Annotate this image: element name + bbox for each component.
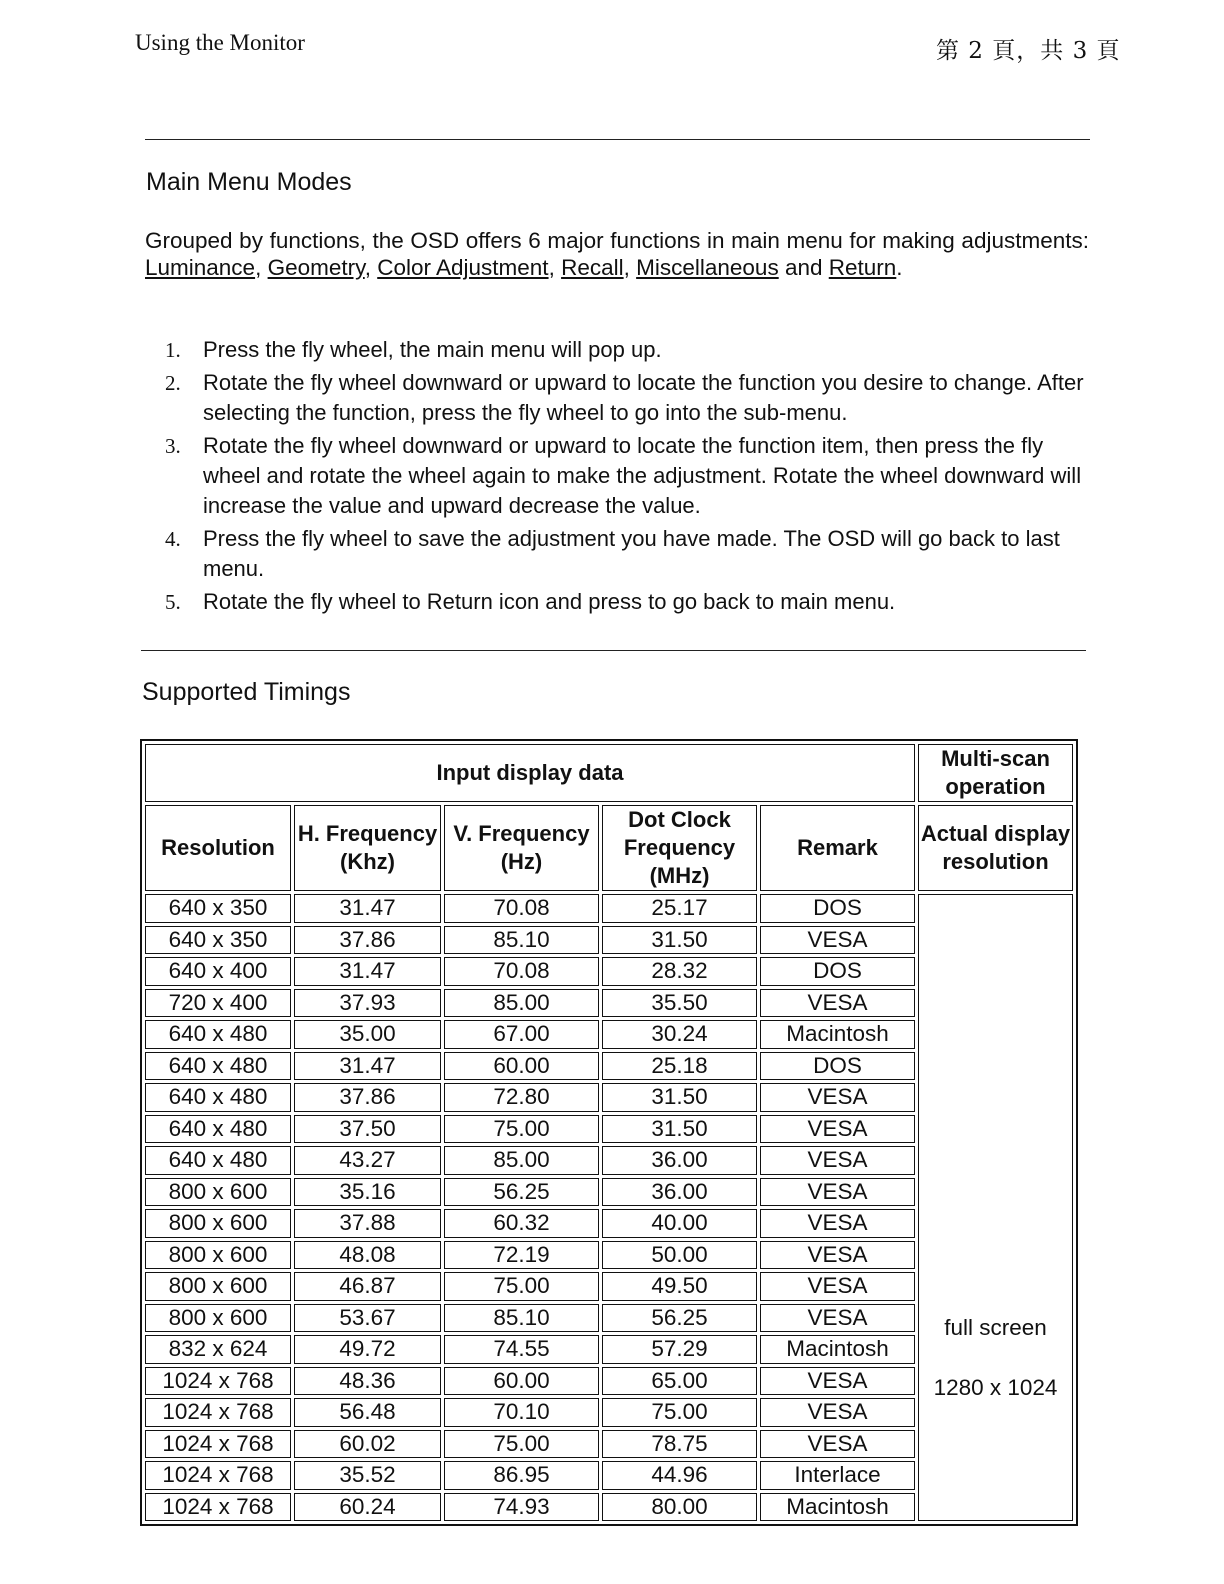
h-frequency-cell: 31.47 (294, 1052, 441, 1081)
resolution-cell: 640 x 400 (145, 957, 291, 986)
section-title-supported-timings: Supported Timings (142, 678, 351, 706)
remark-cell: VESA (760, 1083, 915, 1112)
dot-clock-cell: 80.00 (602, 1493, 757, 1522)
dot-clock-cell: 31.50 (602, 926, 757, 955)
remark-cell: VESA (760, 1209, 915, 1238)
remark-cell: DOS (760, 894, 915, 923)
divider (145, 139, 1090, 140)
step-text: Press the fly wheel to save the adjustment you have made. The OSD will go back to last menu. (203, 526, 1060, 581)
column-header-h-frequency: H. Frequency (Khz) (294, 805, 441, 891)
column-header-actual-resolution: Actual display resolution (918, 805, 1073, 891)
link-luminance[interactable]: Luminance (145, 255, 256, 280)
column-header-dot-clock: Dot Clock Frequency (MHz) (602, 805, 757, 891)
page-number: 第 2 頁，共 3 頁 (936, 38, 1121, 64)
remark-cell: VESA (760, 1241, 915, 1270)
dot-clock-cell: 25.18 (602, 1052, 757, 1081)
v-frequency-cell: 86.95 (444, 1461, 599, 1490)
column-header-resolution: Resolution (145, 805, 291, 891)
dot-clock-cell: 78.75 (602, 1430, 757, 1459)
remark-cell: VESA (760, 1304, 915, 1333)
h-frequency-cell: 37.50 (294, 1115, 441, 1144)
list-item (165, 335, 1095, 365)
remark-cell: VESA (760, 1272, 915, 1301)
list-item (165, 587, 1095, 617)
resolution-cell: 1024 x 768 (145, 1493, 291, 1522)
h-frequency-cell: 49.72 (294, 1335, 441, 1364)
actual-display-resolution-cell (918, 894, 1073, 1521)
resolution-cell: 1024 x 768 (145, 1367, 291, 1396)
display-mode-value: full screen (944, 1314, 1047, 1340)
step-text: Rotate the fly wheel downward or upward to locate the function item, then press the fly wheel and rotate the wheel again to make the adjustment. Rotate the wheel downward will increase the value and upward decrease the value. (203, 433, 1082, 518)
resolution-cell: 640 x 350 (145, 926, 291, 955)
remark-cell: VESA (760, 926, 915, 955)
v-frequency-cell: 60.00 (444, 1367, 599, 1396)
v-frequency-cell: 72.19 (444, 1241, 599, 1270)
input-display-data-header: Input display data (145, 744, 915, 802)
step-number: 5. (165, 590, 181, 614)
link-recall[interactable]: Recall (561, 255, 624, 280)
h-frequency-cell: 35.16 (294, 1178, 441, 1207)
v-frequency-cell: 85.10 (444, 1304, 599, 1333)
remark-cell: DOS (760, 957, 915, 986)
intro-paragraph: Grouped by functions, the OSD offers 6 major functions in main menu for making adjustments: Luminance, Geometry, Color Adjustment, Recall, Miscellaneous and Return. (145, 228, 1089, 280)
h-frequency-cell: 48.08 (294, 1241, 441, 1270)
h-frequency-cell: 37.88 (294, 1209, 441, 1238)
section-title-main-menu: Main Menu Modes (146, 168, 352, 196)
remark-cell: VESA (760, 1430, 915, 1459)
step-number: 4. (165, 527, 181, 551)
resolution-cell: 800 x 600 (145, 1178, 291, 1207)
remark-cell: DOS (760, 1052, 915, 1081)
display-resolution-value: 1280 x 1024 (933, 1374, 1058, 1400)
v-frequency-cell: 75.00 (444, 1272, 599, 1301)
step-number: 3. (165, 434, 181, 458)
v-frequency-cell: 67.00 (444, 1020, 599, 1049)
h-frequency-cell: 35.00 (294, 1020, 441, 1049)
resolution-cell: 720 x 400 (145, 989, 291, 1018)
resolution-cell: 800 x 600 (145, 1304, 291, 1333)
dot-clock-cell: 31.50 (602, 1083, 757, 1112)
h-frequency-cell: 37.93 (294, 989, 441, 1018)
dot-clock-cell: 56.25 (602, 1304, 757, 1333)
dot-clock-cell: 75.00 (602, 1398, 757, 1427)
resolution-cell: 640 x 480 (145, 1020, 291, 1049)
resolution-cell: 800 x 600 (145, 1209, 291, 1238)
h-frequency-cell: 31.47 (294, 957, 441, 986)
remark-cell: VESA (760, 1115, 915, 1144)
h-frequency-cell: 53.67 (294, 1304, 441, 1333)
intro-text: Grouped by functions, the OSD offers 6 major functions in main menu for making adjustments: (145, 228, 1089, 253)
list-item (165, 368, 1095, 428)
dot-clock-cell: 28.32 (602, 957, 757, 986)
dot-clock-cell: 40.00 (602, 1209, 757, 1238)
multi-scan-header: Multi-scan operation (918, 744, 1073, 802)
resolution-cell: 640 x 480 (145, 1052, 291, 1081)
table-row (145, 894, 1073, 923)
link-return[interactable]: Return (828, 255, 897, 280)
v-frequency-cell: 56.25 (444, 1178, 599, 1207)
v-frequency-cell: 60.00 (444, 1052, 599, 1081)
v-frequency-cell: 85.00 (444, 989, 599, 1018)
running-header-title: Using the Monitor (135, 30, 305, 55)
resolution-cell: 800 x 600 (145, 1241, 291, 1270)
v-frequency-cell: 74.55 (444, 1335, 599, 1364)
steps-list (165, 335, 1095, 620)
remark-cell: VESA (760, 1367, 915, 1396)
remark-cell: VESA (760, 1146, 915, 1175)
h-frequency-cell: 37.86 (294, 1083, 441, 1112)
v-frequency-cell: 75.00 (444, 1430, 599, 1459)
resolution-cell: 1024 x 768 (145, 1430, 291, 1459)
remark-cell: VESA (760, 989, 915, 1018)
dot-clock-cell: 57.29 (602, 1335, 757, 1364)
resolution-cell: 800 x 600 (145, 1272, 291, 1301)
step-text: Rotate the fly wheel downward or upward to locate the function you desire to change. After selecting the function, press the fly wheel to go into the sub-menu. (203, 370, 1084, 425)
h-frequency-cell: 43.27 (294, 1146, 441, 1175)
list-item (165, 524, 1095, 584)
step-text: Press the fly wheel, the main menu will pop up. (203, 337, 662, 362)
dot-clock-cell: 36.00 (602, 1178, 757, 1207)
resolution-cell: 1024 x 768 (145, 1461, 291, 1490)
v-frequency-cell: 70.10 (444, 1398, 599, 1427)
remark-cell: VESA (760, 1398, 915, 1427)
remark-cell: Macintosh (760, 1020, 915, 1049)
step-number: 1. (165, 338, 181, 362)
dot-clock-cell: 50.00 (602, 1241, 757, 1270)
link-color-adjustment[interactable]: Color Adjustment (377, 255, 549, 280)
v-frequency-cell: 74.93 (444, 1493, 599, 1522)
resolution-cell: 640 x 480 (145, 1083, 291, 1112)
v-frequency-cell: 85.00 (444, 1146, 599, 1175)
remark-cell: Macintosh (760, 1493, 915, 1522)
resolution-cell: 1024 x 768 (145, 1398, 291, 1427)
h-frequency-cell: 60.24 (294, 1493, 441, 1522)
dot-clock-cell: 35.50 (602, 989, 757, 1018)
dot-clock-cell: 65.00 (602, 1367, 757, 1396)
timings-table-body (145, 894, 1073, 1521)
remark-cell: VESA (760, 1178, 915, 1207)
remark-cell: Macintosh (760, 1335, 915, 1364)
h-frequency-cell: 46.87 (294, 1272, 441, 1301)
dot-clock-cell: 44.96 (602, 1461, 757, 1490)
column-header-v-frequency: V. Frequency (Hz) (444, 805, 599, 891)
supported-timings-table (140, 739, 1078, 1526)
resolution-cell: 640 x 480 (145, 1146, 291, 1175)
h-frequency-cell: 37.86 (294, 926, 441, 955)
resolution-cell: 640 x 480 (145, 1115, 291, 1144)
step-number: 2. (165, 371, 181, 395)
h-frequency-cell: 60.02 (294, 1430, 441, 1459)
h-frequency-cell: 48.36 (294, 1367, 441, 1396)
h-frequency-cell: 35.52 (294, 1461, 441, 1490)
dot-clock-cell: 25.17 (602, 894, 757, 923)
divider (141, 650, 1086, 651)
list-item (165, 431, 1095, 521)
dot-clock-cell: 30.24 (602, 1020, 757, 1049)
column-header-remark: Remark (760, 805, 915, 891)
link-miscellaneous[interactable]: Miscellaneous (636, 255, 779, 280)
v-frequency-cell: 60.32 (444, 1209, 599, 1238)
dot-clock-cell: 36.00 (602, 1146, 757, 1175)
v-frequency-cell: 70.08 (444, 957, 599, 986)
h-frequency-cell: 31.47 (294, 894, 441, 923)
dot-clock-cell: 31.50 (602, 1115, 757, 1144)
resolution-cell: 832 x 624 (145, 1335, 291, 1364)
v-frequency-cell: 75.00 (444, 1115, 599, 1144)
dot-clock-cell: 49.50 (602, 1272, 757, 1301)
resolution-cell: 640 x 350 (145, 894, 291, 923)
step-text: Rotate the fly wheel to Return icon and press to go back to main menu. (203, 589, 896, 614)
v-frequency-cell: 85.10 (444, 926, 599, 955)
link-geometry[interactable]: Geometry (267, 255, 365, 280)
v-frequency-cell: 72.80 (444, 1083, 599, 1112)
h-frequency-cell: 56.48 (294, 1398, 441, 1427)
remark-cell: Interlace (760, 1461, 915, 1490)
v-frequency-cell: 70.08 (444, 894, 599, 923)
